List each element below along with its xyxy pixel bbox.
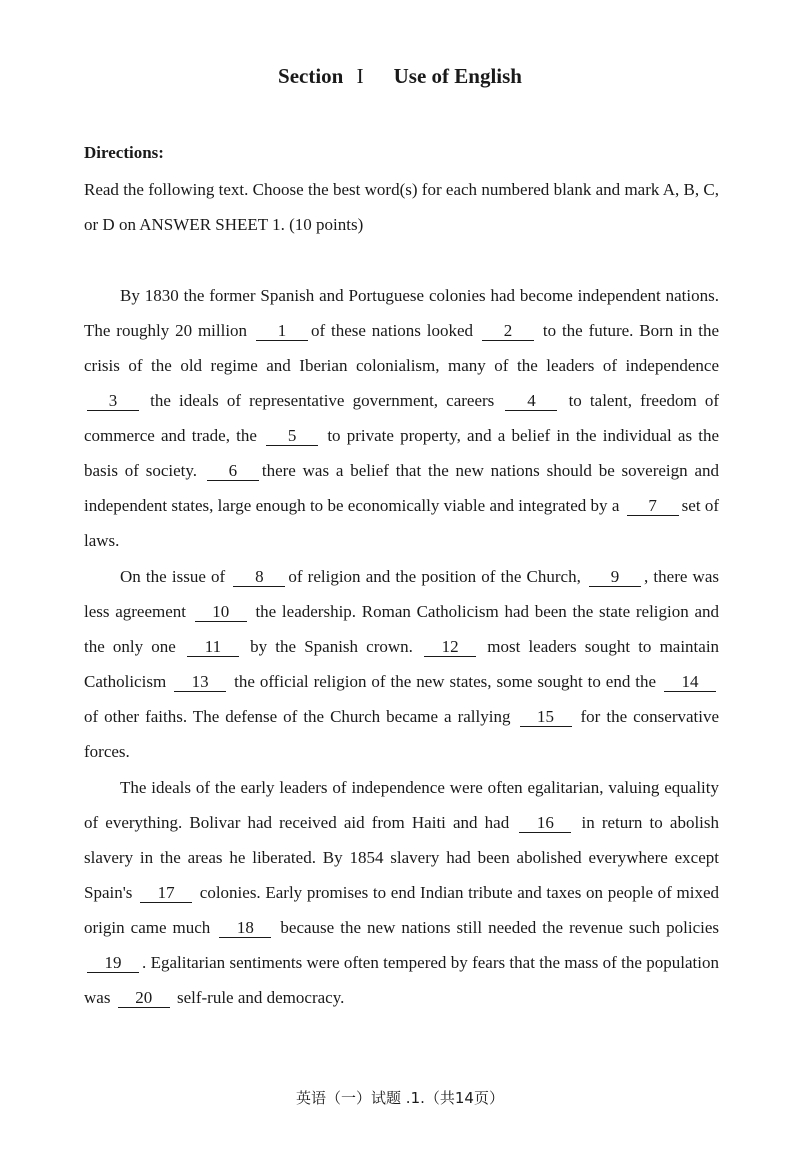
- blank-5: 5: [266, 427, 318, 446]
- blank-8: 8: [233, 568, 285, 587]
- blank-16: 16: [519, 814, 571, 833]
- directions-text: Read the following text. Choose the best word(s) for each numbered blank and mark A, B, C, or D on ANSWER SHEET 1. (10 points): [84, 180, 719, 234]
- passage-paragraph-2: On the issue of 8 of religion and the position of the Church, 9 , there was less agreement 10 the leadership. Roman Catholicism had been the state religion and the only one 11 by the Spanish crown. 12 most leaders sought to maintain Catholicism 13 the official religion of the new states, some sought to end the 14 of other faiths. The defense of the Church became a rallying 15 for the conservative forces.: [84, 567, 720, 761]
- blank-3: 3: [87, 392, 139, 411]
- blank-1: 1: [256, 322, 308, 341]
- blank-6: 6: [207, 462, 259, 481]
- blank-20: 20: [118, 989, 170, 1008]
- blank-2: 2: [482, 322, 534, 341]
- blank-14: 14: [664, 673, 716, 692]
- blank-18: 18: [219, 919, 271, 938]
- section-name: Use of English: [393, 64, 522, 88]
- blank-13: 13: [174, 673, 226, 692]
- blank-15: 15: [520, 708, 572, 727]
- blank-9: 9: [589, 568, 641, 587]
- passage-paragraph-1: By 1830 the former Spanish and Portuguese colonies had become independent nations. The roughly 20 million 1 of these nations looked 2 to the future. Born in the crisis of the old regime and Iberian colonialism, many of the leaders of independence 3 the ideals of representative government, careers 4 to talent, freedom of commerce and trade, the 5 to private property, and a belief in the individual as the basis of society. 6 there was a belief that the new nations should be sovereign and independent states, large enough to be economically viable and integrated by a 7 set of laws.: [84, 286, 720, 550]
- section-numeral: I: [356, 64, 364, 88]
- blank-17: 17: [140, 884, 192, 903]
- passage-paragraph-3: The ideals of the early leaders of independence were often egalitarian, valuing equality of everything. Bolivar had received aid from Haiti and had 16 in return to abolish slavery in the areas he liberated. By 1854 slavery had been abolished everywhere except Spain's 17 colonies. Early promises to end Indian tribute and taxes on people of mixed origin came much 18 because the new nations still needed the revenue such policies 19 . Egalitarian sentiments were often tempered by fears that the mass of the population was 20 self-rule and democracy.: [84, 778, 720, 1007]
- blank-7: 7: [627, 497, 679, 516]
- blank-12: 12: [424, 638, 476, 657]
- blank-19: 19: [87, 954, 139, 973]
- page-footer: 英语（一）试题 .1.（共14页）: [296, 1089, 504, 1107]
- blank-11: 11: [187, 638, 239, 657]
- blank-10: 10: [195, 603, 247, 622]
- blank-4: 4: [505, 392, 557, 411]
- section-label: Section: [278, 64, 344, 88]
- directions-heading: Directions:: [84, 143, 164, 162]
- section-title: [0, 64, 800, 89]
